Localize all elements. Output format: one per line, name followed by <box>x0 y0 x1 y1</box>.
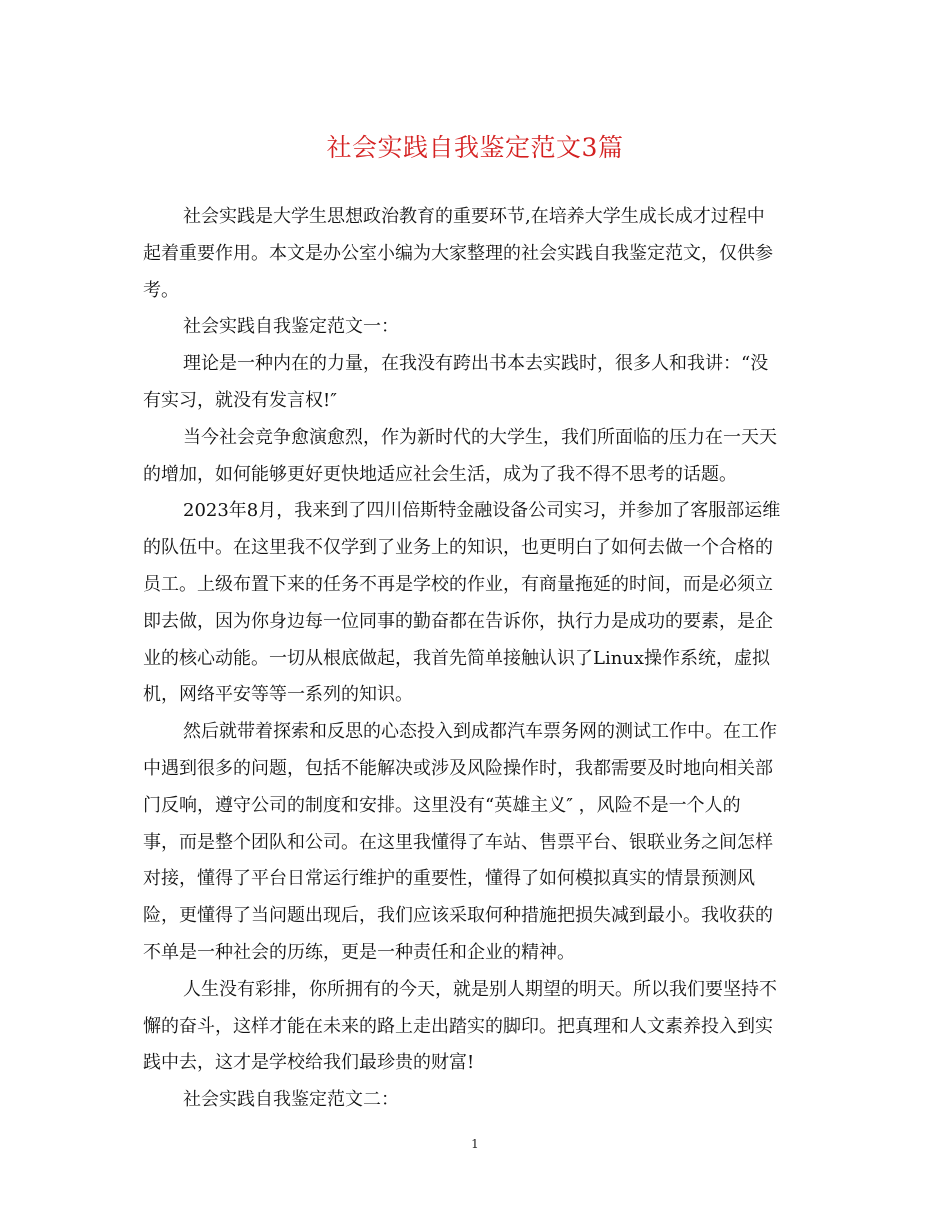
body-line: 不单是一种社会的历练，更是一种责任和企业的精神。 <box>143 941 575 963</box>
body-line: 理论是一种内在的力量，在我没有跨出书本去实践时，很多人和我讲：“没 <box>183 353 769 375</box>
body-line: 险，更懂得了当问题出现后，我们应该采取何种措施把损失减到最小。我收获的 <box>143 905 773 927</box>
body-line: 业的核心动能。一切从根底做起，我首先简单接触认识了Linux操作系统，虚拟 <box>143 647 771 669</box>
body-line: 考。 <box>143 279 179 301</box>
body-line: 员工。上级布置下来的任务不再是学校的作业，有商量拖延的时间，而是必须立 <box>143 573 773 595</box>
body-line: 有实习，就没有发言权!″ <box>143 389 337 411</box>
body-line: 当今社会竞争愈演愈烈，作为新时代的大学生，我们所面临的压力在一天天 <box>183 426 777 448</box>
body-line: 践中去，这才是学校给我们最珍贵的财富! <box>143 1052 475 1074</box>
body-line: 的增加，如何能够更好更快地适应社会生活，成为了我不得不思考的话题。 <box>143 463 737 485</box>
document-title: 社会实践自我鉴定范文3篇 <box>326 133 624 162</box>
body-line: 门反响，遵守公司的制度和安排。这里没有“英雄主义″ ，风险不是一个人的 <box>143 794 741 816</box>
section-heading: 社会实践自我鉴定范文二： <box>183 1089 399 1111</box>
body-line: 即去做，因为你身边每一位同事的勤奋都在告诉你，执行力是成功的要素，是企 <box>143 610 773 632</box>
body-line: 懈的奋斗，这样才能在未来的路上走出踏实的脚印。把真理和人文素养投入到实 <box>143 1015 773 1037</box>
body-line: 的队伍中。在这里我不仅学到了业务上的知识，也更明白了如何去做一个合格的 <box>143 537 773 559</box>
body-line: 人生没有彩排，你所拥有的今天，就是别人期望的明天。所以我们要坚持不 <box>183 978 777 1000</box>
body-line: 中遇到很多的问题，包括不能解决或涉及风险操作时，我都需要及时地向相关部 <box>143 757 773 779</box>
page-number: 1 <box>471 1137 479 1151</box>
section-heading: 社会实践自我鉴定范文一： <box>183 316 399 338</box>
body-line: 2023年8月，我来到了四川倍斯特金融设备公司实习，并参加了客服部运维 <box>183 500 781 522</box>
body-line: 机，网络平安等等一系列的知识。 <box>143 684 413 706</box>
body-line: 然后就带着探索和反思的心态投入到成都汽车票务网的测试工作中。在工作 <box>183 721 777 743</box>
document-body <box>143 199 808 1119</box>
body-line: 事，而是整个团队和公司。在这里我懂得了车站、售票平台、银联业务之间怎样 <box>143 831 773 853</box>
body-line: 对接，懂得了平台日常运行维护的重要性，懂得了如何模拟真实的情景预测风 <box>143 868 755 890</box>
body-line: 起着重要作用。本文是办公室小编为大家整理的社会实践自我鉴定范文，仅供参 <box>143 242 773 264</box>
body-line: 社会实践是大学生思想政治教育的重要环节,在培养大学生成长成才过程中 <box>183 206 765 227</box>
